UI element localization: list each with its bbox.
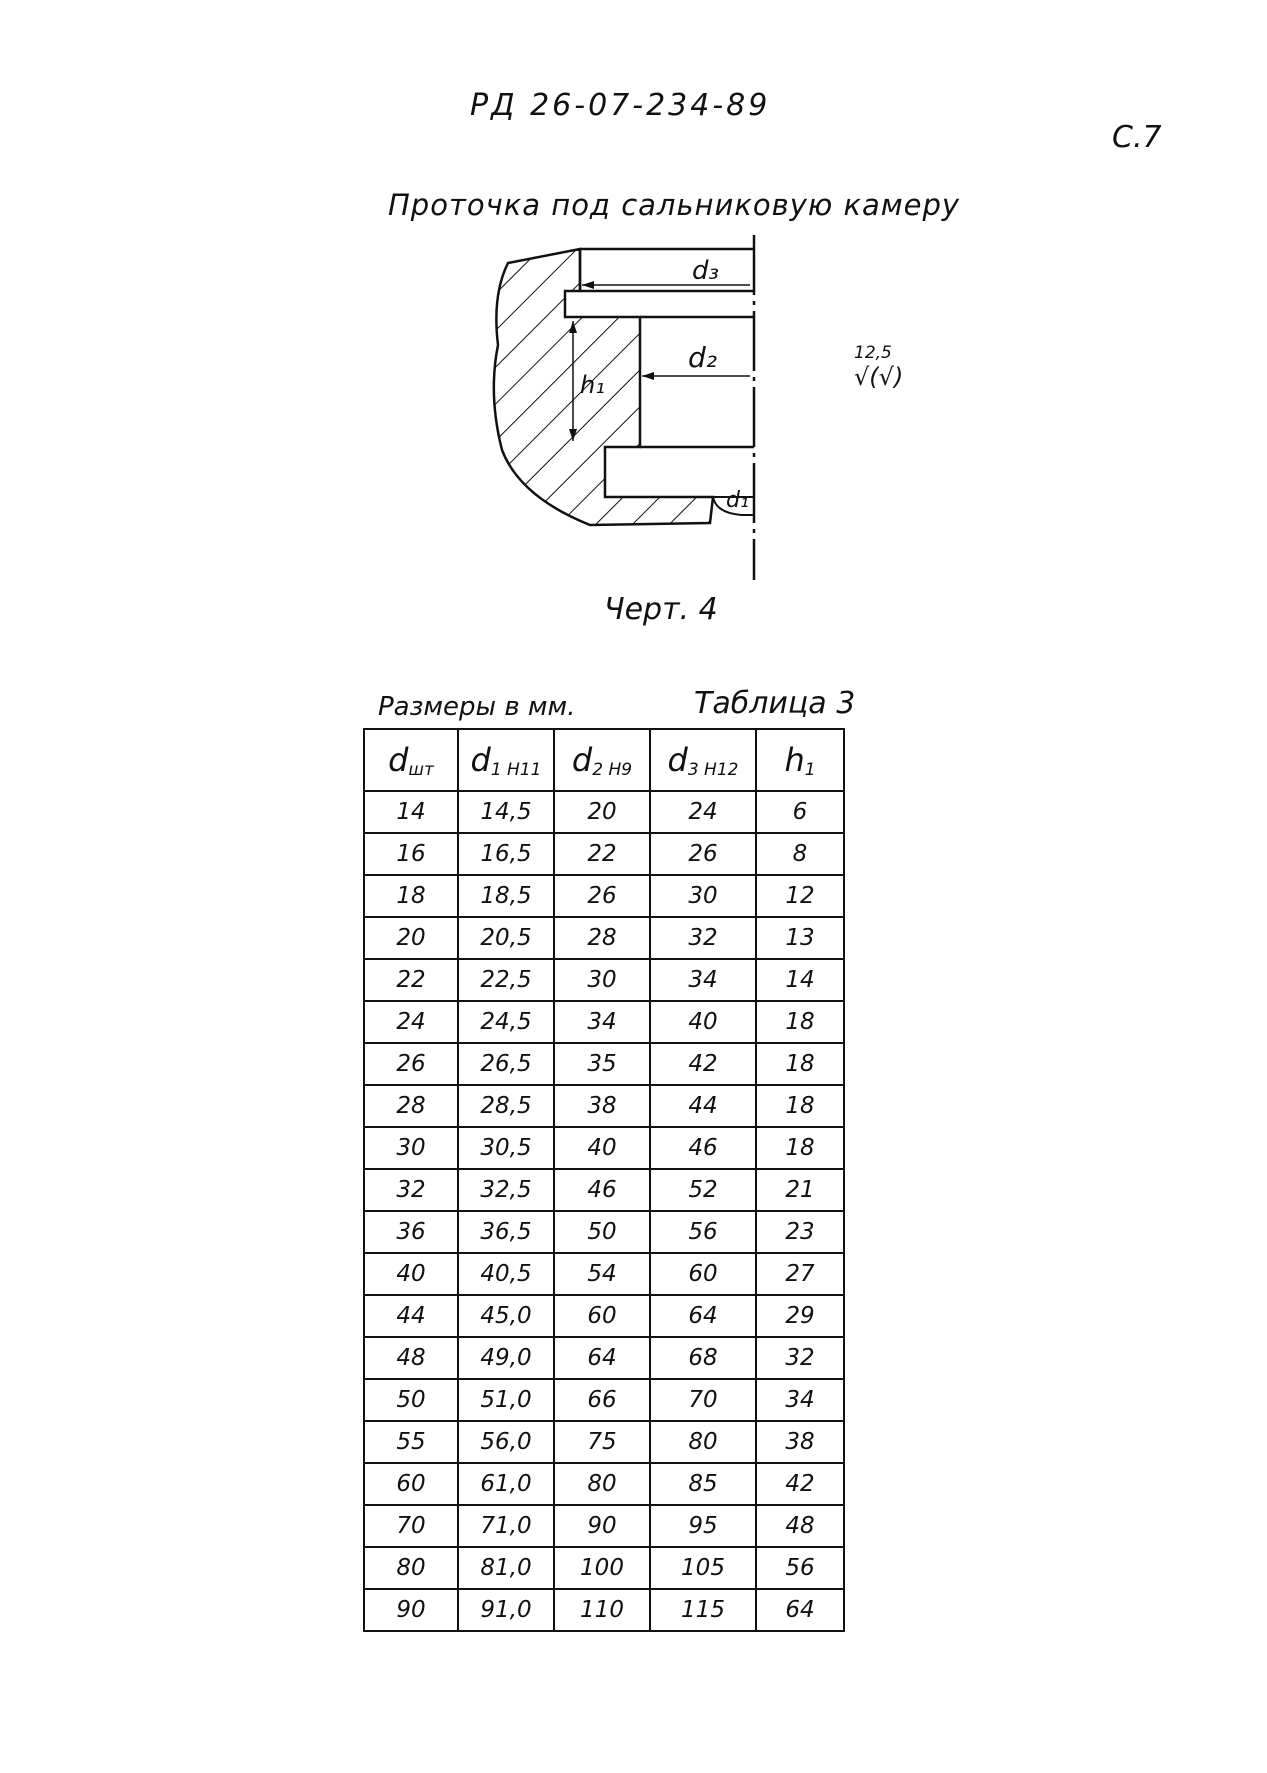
table-cell: 80 [650, 1421, 756, 1463]
table-cell: 110 [554, 1589, 650, 1631]
table-cell: 16 [364, 833, 458, 875]
table-row [364, 1085, 844, 1127]
drawing-title: Проточка под сальниковую камеру [388, 188, 961, 222]
table-cell: 56 [756, 1547, 844, 1589]
table-cell: 12 [756, 875, 844, 917]
table-row [364, 1337, 844, 1379]
table-row [364, 1463, 844, 1505]
table-cell: 22 [554, 833, 650, 875]
table-cell: 24 [364, 1001, 458, 1043]
table-cell: 34 [554, 1001, 650, 1043]
table-cell: 20,5 [458, 917, 554, 959]
table-cell: 32 [650, 917, 756, 959]
table-cell: 90 [364, 1589, 458, 1631]
table-cell: 6 [756, 791, 844, 833]
roughness-symbol: √(√) [854, 363, 904, 391]
table-cell: 14 [756, 959, 844, 1001]
table-cell: 23 [756, 1211, 844, 1253]
table-row [364, 959, 844, 1001]
technical-drawing [480, 235, 800, 585]
table-row [364, 1547, 844, 1589]
table-row [364, 917, 844, 959]
table-cell: 40 [650, 1001, 756, 1043]
table-cell: 22 [364, 959, 458, 1001]
table-cell: 22,5 [458, 959, 554, 1001]
table-cell: 51,0 [458, 1379, 554, 1421]
table-cell: 20 [364, 917, 458, 959]
label-d2: d₂ [688, 341, 717, 374]
table-cell: 75 [554, 1421, 650, 1463]
table-cell: 50 [364, 1379, 458, 1421]
table-cell: 14,5 [458, 791, 554, 833]
table-cell: 71,0 [458, 1505, 554, 1547]
table-cell: 13 [756, 917, 844, 959]
table-cell: 35 [554, 1043, 650, 1085]
table-cell: 28 [364, 1085, 458, 1127]
table-cell: 18 [756, 1085, 844, 1127]
table-cell: 16,5 [458, 833, 554, 875]
table-row [364, 1589, 844, 1631]
table-cell: 36,5 [458, 1211, 554, 1253]
col-header-d2: $d_{2 H9}$ [554, 729, 650, 791]
table-cell: 70 [650, 1379, 756, 1421]
table-cell: 28 [554, 917, 650, 959]
surface-roughness-mark [850, 343, 930, 403]
table-cell: 50 [554, 1211, 650, 1253]
table-cell: 32,5 [458, 1169, 554, 1211]
dimensions-table [363, 728, 845, 1632]
table-cell: 85 [650, 1463, 756, 1505]
table-cell: 40 [554, 1127, 650, 1169]
table-cell: 34 [650, 959, 756, 1001]
document-code: РД 26-07-234-89 [470, 88, 771, 123]
table-cell: 46 [554, 1169, 650, 1211]
table-row [364, 1505, 844, 1547]
table-cell: 40,5 [458, 1253, 554, 1295]
table-cell: 18 [756, 1001, 844, 1043]
drawing-caption: Черт. 4 [604, 592, 718, 627]
table-cell: 8 [756, 833, 844, 875]
table-cell: 42 [756, 1463, 844, 1505]
table-header-row [364, 729, 844, 791]
table-cell: 60 [554, 1295, 650, 1337]
table-cell: 80 [364, 1547, 458, 1589]
table-cell: 66 [554, 1379, 650, 1421]
table-row [364, 1001, 844, 1043]
table-cell: 90 [554, 1505, 650, 1547]
table-cell: 18 [756, 1043, 844, 1085]
table-cell: 30 [364, 1127, 458, 1169]
table-cell: 45,0 [458, 1295, 554, 1337]
table-cell: 115 [650, 1589, 756, 1631]
col-header-h1: $h_1$ [756, 729, 844, 791]
table-cell: 95 [650, 1505, 756, 1547]
table-cell: 26,5 [458, 1043, 554, 1085]
table-row [364, 833, 844, 875]
table-cell: 56,0 [458, 1421, 554, 1463]
table-cell: 52 [650, 1169, 756, 1211]
table-cell: 18 [756, 1127, 844, 1169]
table-cell: 64 [756, 1589, 844, 1631]
table-cell: 30 [650, 875, 756, 917]
table-cell: 27 [756, 1253, 844, 1295]
table-cell: 48 [756, 1505, 844, 1547]
table-cell: 49,0 [458, 1337, 554, 1379]
table-cell: 44 [650, 1085, 756, 1127]
table-cell: 18,5 [458, 875, 554, 917]
table-row [364, 1253, 844, 1295]
table-cell: 24,5 [458, 1001, 554, 1043]
table-cell: 29 [756, 1295, 844, 1337]
roughness-value: 12,5 [854, 343, 892, 363]
table-row [364, 875, 844, 917]
label-d3: d₃ [692, 256, 719, 286]
table-cell: 60 [650, 1253, 756, 1295]
table-cell: 28,5 [458, 1085, 554, 1127]
table-cell: 105 [650, 1547, 756, 1589]
table-cell: 81,0 [458, 1547, 554, 1589]
table-row [364, 1043, 844, 1085]
table-cell: 40 [364, 1253, 458, 1295]
table-cell: 48 [364, 1337, 458, 1379]
table-cell: 54 [554, 1253, 650, 1295]
table-cell: 38 [756, 1421, 844, 1463]
table-cell: 68 [650, 1337, 756, 1379]
table-row [364, 1295, 844, 1337]
table-cell: 42 [650, 1043, 756, 1085]
table-cell: 44 [364, 1295, 458, 1337]
table-cell: 18 [364, 875, 458, 917]
table-cell: 64 [554, 1337, 650, 1379]
table-row [364, 1211, 844, 1253]
table-row [364, 791, 844, 833]
table-cell: 26 [364, 1043, 458, 1085]
table-cell: 70 [364, 1505, 458, 1547]
table-cell: 24 [650, 791, 756, 833]
table-cell: 80 [554, 1463, 650, 1505]
table-cell: 34 [756, 1379, 844, 1421]
table-cell: 21 [756, 1169, 844, 1211]
table-cell: 30 [554, 959, 650, 1001]
table-cell: 14 [364, 791, 458, 833]
table-cell: 38 [554, 1085, 650, 1127]
table-cell: 56 [650, 1211, 756, 1253]
label-h1: h₁ [580, 371, 605, 399]
table-cell: 91,0 [458, 1589, 554, 1631]
table-row [364, 1127, 844, 1169]
label-d1: d₁ [726, 488, 749, 513]
table-cell: 100 [554, 1547, 650, 1589]
table-cell: 32 [364, 1169, 458, 1211]
table-cell: 20 [554, 791, 650, 833]
units-note: Размеры в мм. [378, 692, 576, 722]
page-number: С.7 [1112, 120, 1162, 155]
col-header-d1: $d_{1 H11}$ [458, 729, 554, 791]
table-cell: 26 [650, 833, 756, 875]
table-cell: 36 [364, 1211, 458, 1253]
table-row [364, 1379, 844, 1421]
table-cell: 60 [364, 1463, 458, 1505]
table-title: Таблица 3 [694, 686, 856, 721]
table-cell: 32 [756, 1337, 844, 1379]
table-cell: 26 [554, 875, 650, 917]
table-row [364, 1169, 844, 1211]
col-header-d-rod: $d_{шт}$ [364, 729, 458, 791]
table-cell: 64 [650, 1295, 756, 1337]
table-cell: 46 [650, 1127, 756, 1169]
table-row [364, 1421, 844, 1463]
table-cell: 55 [364, 1421, 458, 1463]
col-header-d3: $d_{3 H12}$ [650, 729, 756, 791]
table-cell: 61,0 [458, 1463, 554, 1505]
table-cell: 30,5 [458, 1127, 554, 1169]
